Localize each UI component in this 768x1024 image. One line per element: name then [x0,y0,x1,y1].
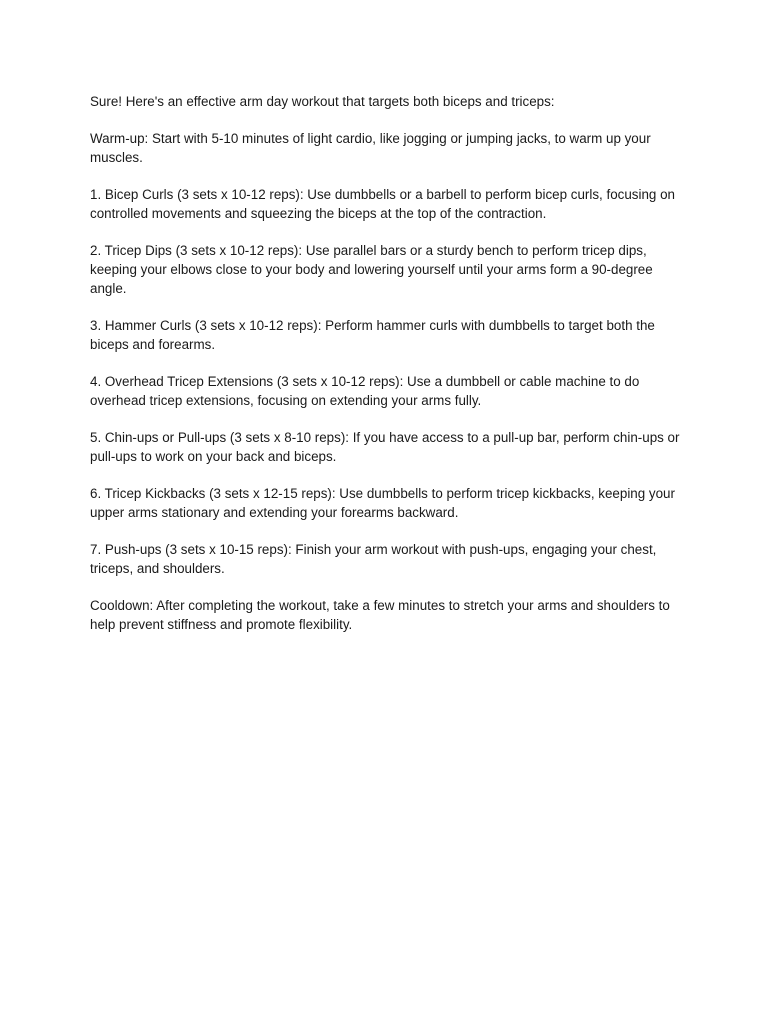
exercise-overhead-tricep-extensions: 4. Overhead Tricep Extensions (3 sets x 10-12 reps): Use a dumbbell or cable machine to do overhead tricep extensions, focusing on extending your arms fully. [90,374,640,408]
exercise-bicep-curls: 1. Bicep Curls (3 sets x 10-12 reps): Use dumbbells or a barbell to perform bicep curls, focusing on controlled movements and squeezing the biceps at the top of the contraction. [90,187,675,221]
warmup-paragraph: Warm-up: Start with 5-10 minutes of light cardio, like jogging or jumping jacks, to warm up your muscles. [90,131,651,165]
exercise-push-ups: 7. Push-ups (3 sets x 10-15 reps): Finish your arm workout with push-ups, engaging your chest, triceps, and shoulders. [90,542,657,576]
intro-paragraph: Sure! Here's an effective arm day workout that targets both biceps and triceps: [90,94,555,109]
cooldown-paragraph: Cooldown: After completing the workout, take a few minutes to stretch your arms and shoulders to help prevent stiffness and promote flexibility. [90,598,670,632]
document-body [90,92,690,652]
exercise-tricep-dips: 2. Tricep Dips (3 sets x 10-12 reps): Use parallel bars or a sturdy bench to perform tricep dips, keeping your elbows close to your body and lowering yourself until your arms form a 90-degree angle. [90,243,653,296]
exercise-chin-ups: 5. Chin-ups or Pull-ups (3 sets x 8-10 reps): If you have access to a pull-up bar, perform chin-ups or pull-ups to work on your back and biceps. [90,430,680,464]
exercise-tricep-kickbacks: 6. Tricep Kickbacks (3 sets x 12-15 reps): Use dumbbells to perform tricep kickbacks, keeping your upper arms stationary and extending your forearms backward. [90,486,675,520]
exercise-hammer-curls: 3. Hammer Curls (3 sets x 10-12 reps): Perform hammer curls with dumbbells to target both the biceps and forearms. [90,318,655,352]
